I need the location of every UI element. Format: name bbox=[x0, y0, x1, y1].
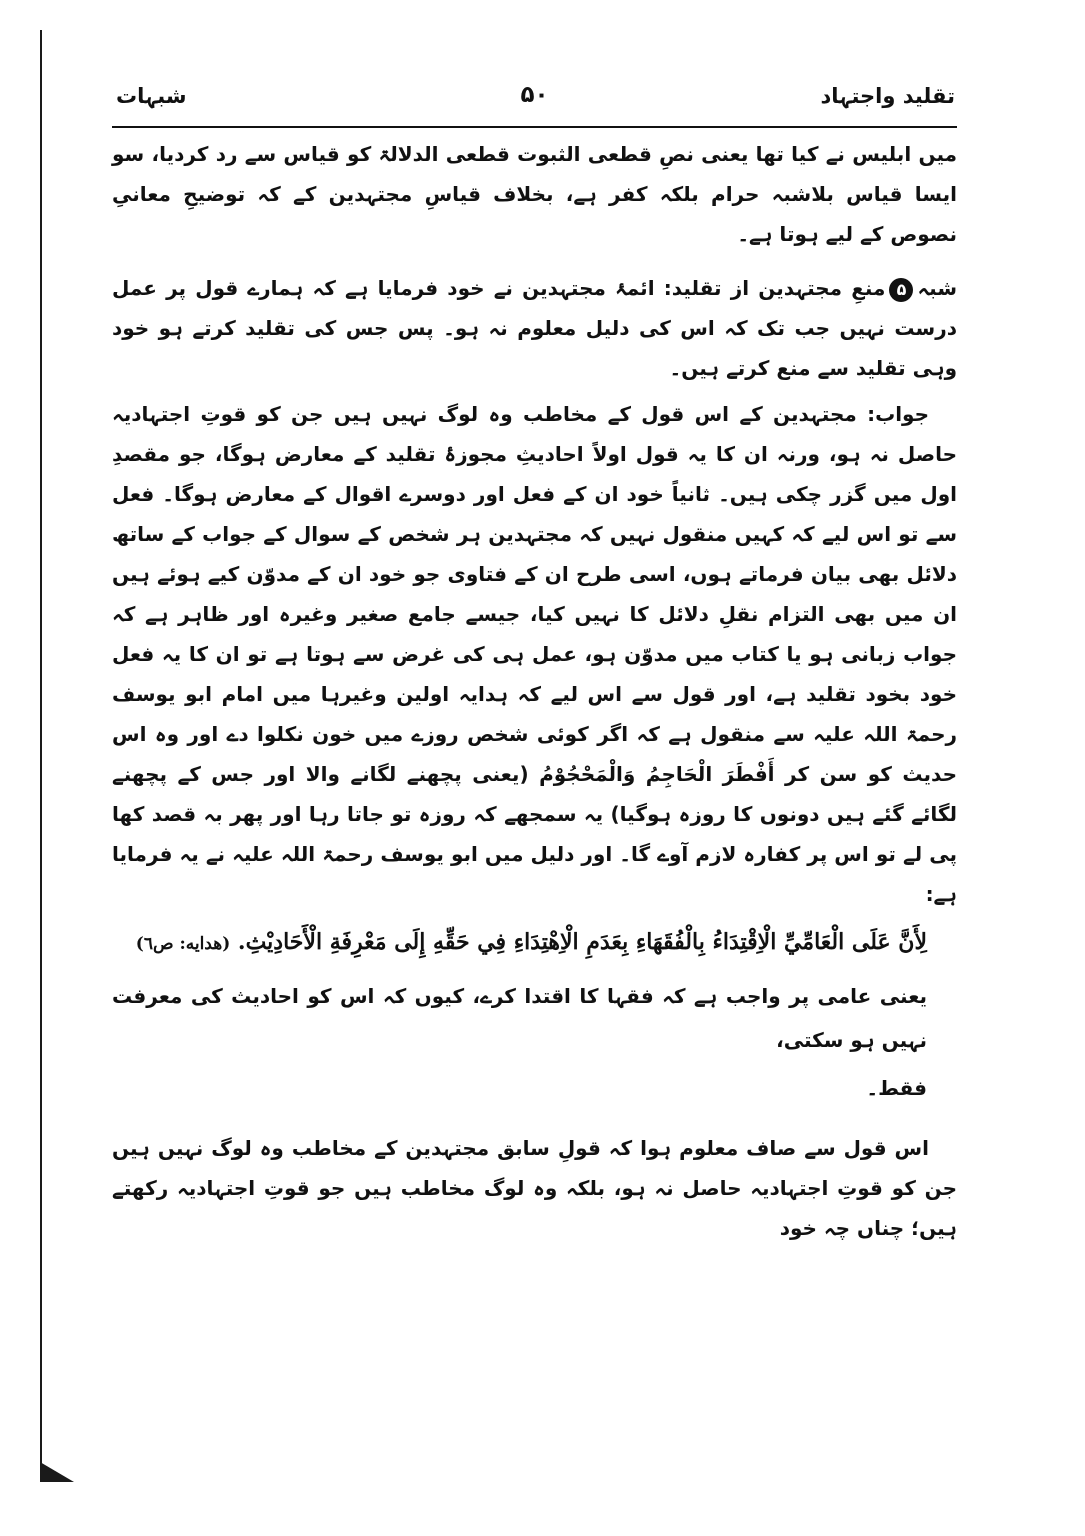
objection-number-badge: ۵ bbox=[889, 278, 913, 302]
arabic-reference: (هدايه: ص٦) bbox=[135, 934, 231, 954]
answer-paragraph bbox=[112, 394, 957, 914]
page-number: ۵۰ bbox=[520, 82, 549, 108]
objection-label: شبہ bbox=[917, 276, 958, 300]
objection-paragraph bbox=[112, 268, 957, 388]
running-header bbox=[112, 80, 957, 126]
page-body bbox=[112, 80, 957, 1520]
translation-end: فقط۔ bbox=[866, 1076, 927, 1100]
hadith-arabic: أَفْطَرَ الْحَاجِمُ وَالْمَحْجُوْمُ bbox=[539, 762, 775, 786]
left-margin-wedge bbox=[40, 1462, 74, 1482]
book-title: تقلید واجتہاد bbox=[820, 84, 955, 108]
intro-paragraph: میں ابلیس نے کیا تھا یعنی نصِ قطعی الثبوت قطعی الدلالۃ کو قیاس سے رد کردیا، سو ایسا قیاس بلاشبہ حرام بلکہ کفر ہے، بخلاف قیاسِ مجتہدین کے کہ توضیحِ معانیِ نصوص کے لیے ہوتا ہے۔ bbox=[112, 142, 957, 246]
left-margin-rule bbox=[40, 30, 42, 1470]
arabic-quote: لِأَنَّ عَلَى الْعَامِّيِّ الْاِقْتِدَاءُ بِالْفُقَهَاءِ بِعَدَمِ الْاِهْتِدَاءِ فِي حَقِّهِ إِلَى مَعْرِفَةِ الْأَحَادِيْثِ. bbox=[237, 929, 927, 955]
objection-text: ائمۂ مجتہدین نے خود فرمایا ہے کہ ہمارے قول پر عمل درست نہیں جب تک کہ اس کی دلیل معلوم نہ ہو۔ پس جس کی تقلید کرتے ہو خود وہی تقلید سے منع کرتے ہیں۔ bbox=[112, 276, 957, 380]
header-rule bbox=[112, 126, 957, 128]
answer-text: مجتہدین کے اس قول کے مخاطب وہ لوگ نہیں ہیں جن کو قوتِ اجتہادیہ حاصل نہ ہو، ورنہ ان کا یہ قول اولاً احادیثِ مجوزۂ تقلید کے معارض ہوگا، جو مقصدِ اول میں گزر چکی ہیں۔ ثانیاً خود ان کے فعل اور دوسرے اقوال کے معارض ہوگا۔ فعل سے تو اس لیے کہ کہیں منقول نہیں کہ مجتہدین ہر شخص کے سوال کے جواب کے ساتھ دلائل بھی بیان فرماتے ہوں، اسی طرح ان کے فتاوی جو خود ان کے مدوّن کیے ہوئے ہیں ان میں بھی التزام نقلِ دلائل کا نہیں کیا، جیسے جامع صغیر وغیرہ اور ظاہر ہے کہ جواب زبانی ہو یا کتاب میں مدوّن ہو، عمل ہی کی غرض سے ہوتا ہے تو ان کا یہ فعل خود بخود تقلید ہے، اور قول سے اس لیے کہ ہدایہ اولین وغیرہا میں امام ابو یوسف رحمۃ اللہ علیہ سے منقول ہے کہ اگر کوئی شخص روزے میں خون نکلوا دے اور وہ اس حدیث کو سن کر bbox=[112, 402, 958, 786]
objection-heading: منعِ مجتہدین از تقلید: bbox=[663, 276, 886, 300]
chapter-title: شبہات bbox=[116, 84, 187, 108]
answer-label: جواب: bbox=[867, 402, 929, 426]
closing-paragraph: اس قول سے صاف معلوم ہوا کہ قولِ سابق مجتہدین کے مخاطب وہ لوگ نہیں ہیں جن کو قوتِ اجتہادیہ حاصل نہ ہو، بلکہ وہ لوگ مخاطب ہیں جو قوتِ اجتہادیہ رکھتے ہیں؛ چناں چہ خود bbox=[112, 1136, 957, 1240]
answer-text-after: (یعنی پچھنے لگانے والا اور جس کے پچھنے لگائے گئے ہیں دونوں کا روزہ ہوگیا) یہ سمجھے کہ روزہ تو جاتا رہا اور پھر بہ قصد کھا پی لے تو اس پر کفارہ لازم آوے گا۔ اور دلیل میں ابو یوسف رحمۃ اللہ علیہ نے یہ فرمایا ہے: bbox=[112, 762, 957, 906]
arabic-quote-block bbox=[112, 920, 927, 966]
translation: یعنی عامی پر واجب ہے کہ فقہا کا اقتدا کرے، کیوں کہ اس کو احادیث کی معرفت نہیں ہو سکتی، bbox=[112, 984, 927, 1052]
